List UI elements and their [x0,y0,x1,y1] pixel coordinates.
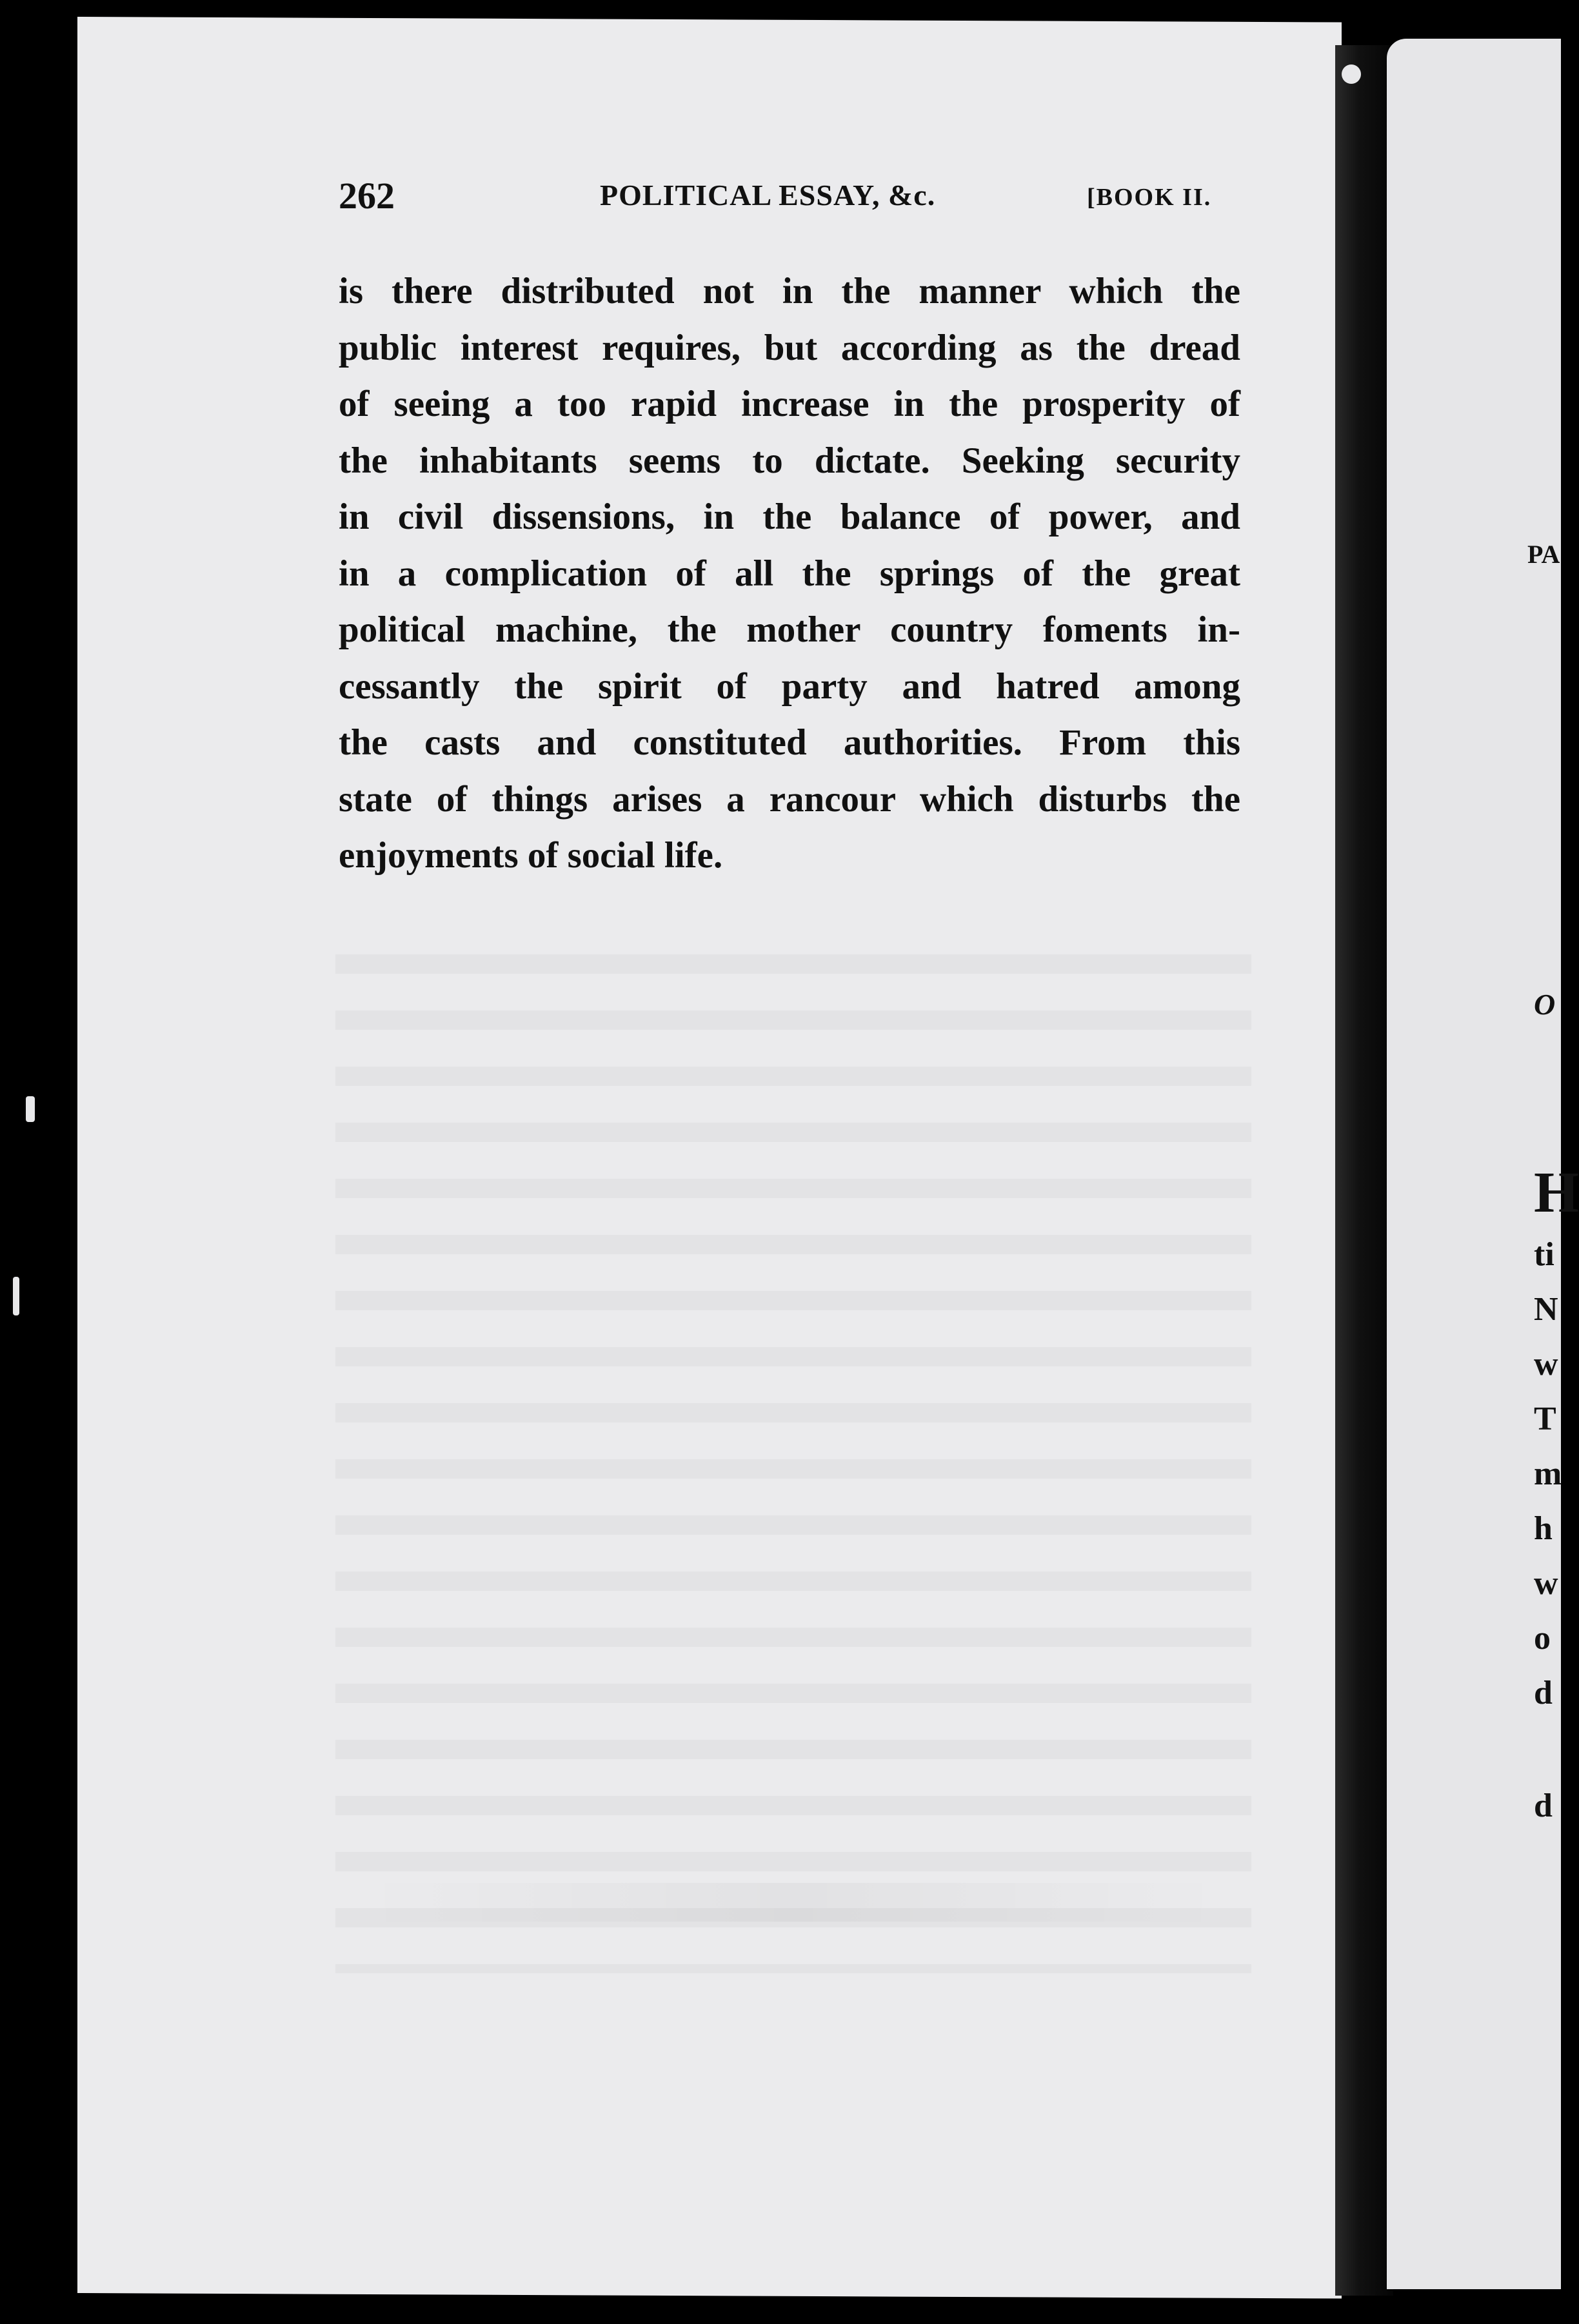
scan-speck [1342,64,1361,84]
facing-fragment: T [1534,1401,1556,1437]
facing-fragment: h [1534,1510,1553,1547]
text-line: public interest requires, but according as the dread [339,327,1240,368]
text-line: political machine, the mother country foments in- [339,609,1240,650]
facing-fragment: m [1534,1455,1562,1492]
text-line: of seeing a too rapid increase in the prosperity of [339,384,1240,424]
facing-fragment: O [1534,988,1556,1021]
text-line: cessantly the spirit of party and hatred among [339,665,1240,707]
running-title: POLITICAL ESSAY, &c. [600,179,936,212]
text-line: in civil dissensions, in the balance of power, and [339,497,1240,537]
book-gutter [1335,45,1393,2296]
show-through-footnote [361,1883,1226,1922]
running-head [339,174,1242,226]
body-paragraph [339,263,1240,884]
facing-fragment: H [1534,1161,1579,1225]
text-line: is there distributed not in the manner which the [339,271,1240,311]
facing-fragment: d [1534,1675,1553,1711]
facing-fragment: w [1534,1565,1558,1602]
scan-speck [13,1277,19,1315]
facing-fragment: N [1534,1291,1558,1328]
text-line: the inhabitants seems to dictate. Seeking security [339,440,1240,481]
facing-fragment: d [1534,1787,1553,1824]
text-line: in a complication of all the springs of the great [339,553,1240,594]
facing-fragment: PA [1527,540,1560,569]
text-line: enjoyments of social life. [339,835,723,876]
facing-page-text-fragments [1527,0,1579,2324]
facing-fragment: w [1534,1346,1558,1383]
facing-fragment: o [1534,1620,1551,1657]
book-marker: [BOOK II. [1087,184,1212,211]
show-through-text [335,929,1251,1973]
text-line: state of things arises a rancour which disturbs the [339,778,1240,820]
text-line: the casts and constituted authorities. From this [339,722,1240,763]
page-number: 262 [339,175,395,217]
scan-speck [26,1096,35,1122]
facing-fragment: ti [1534,1236,1554,1273]
